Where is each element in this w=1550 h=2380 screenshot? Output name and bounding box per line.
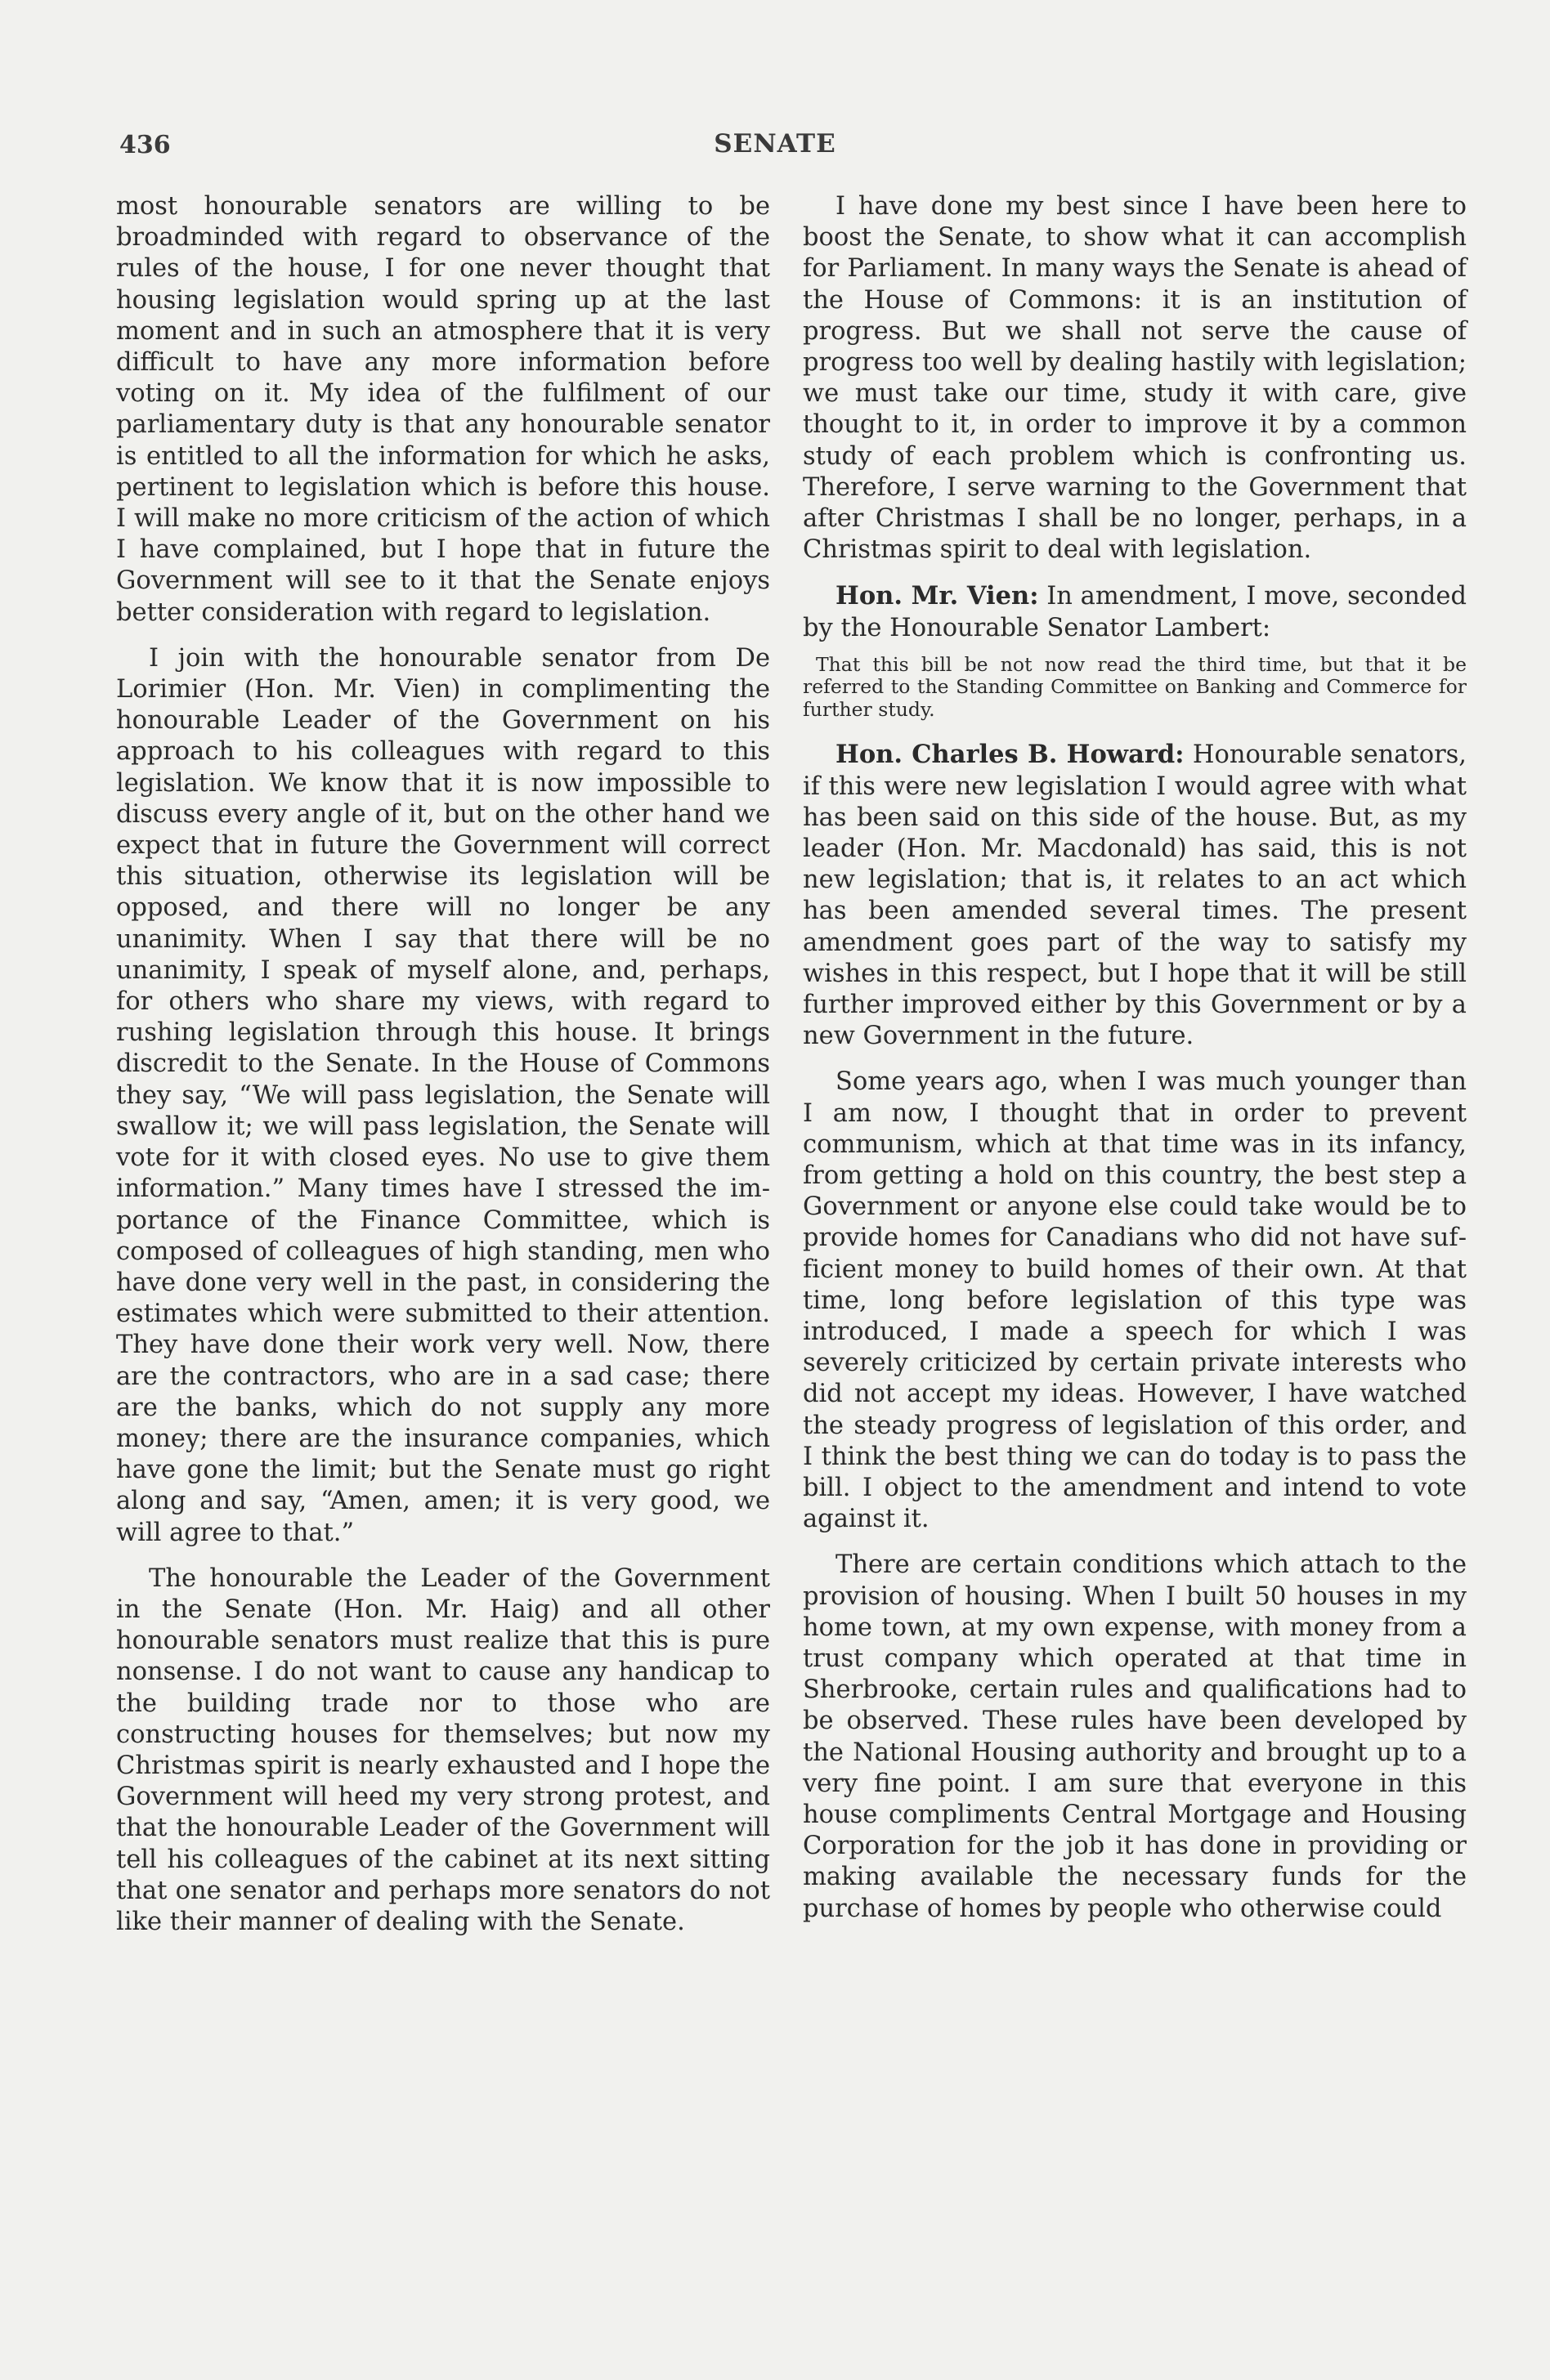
speaker-name: Hon. Mr. Vien:: [835, 581, 1039, 611]
running-head: SENATE: [714, 129, 836, 159]
paragraph: I have done my best since I have been here to boost the Senate, to show what it can accomplish for Parliament. In many ways the Senate is ahead of the House of Commons: it is an institution of progress. But we shall not serve the cause of progress too well by dealing hastily with legislation; we must take our time, study it with care, give thought to it, in order to improve it by a common study of each problem which is confronting us. Therefore, I serve warning to the Government that after Christmas I shall be no longer, perhaps, in a Christmas spirit to deal with legislation.: [803, 192, 1467, 565]
paragraph: I join with the honourable senator from De Lorimier (Hon. Mr. Vien) in complimenting the honourable Leader of the Government on his approach to his colleagues with regard to this legislation. We know that it is now impossible to discuss every angle of it, but on the other hand we expect that in future the Government will correct this situation, otherwise its legislation will be opposed, and there will no longer be any unanimity. When I say that there will be no unanimity, I speak of myself alone, and, perhaps, for others who share my views, with regard to rushing legislation through this house. It brings discredit to the Senate. In the House of Commons they say, “We will pass legislation, the Senate will swallow it; we will pass legislation, the Senate will vote for it with closed eyes. No use to give them information.” Many times have I stressed the importance of the Finance Committee, which is composed of colleagues of high standing, men who have done very well in the past, in considering the estimates which were submitted to their attention. They have done their work very well. Now, there are the contractors, who are in a sad case; there are the banks, which do not supply any more money; there are the insurance companies, which have gone the limit; but the Senate must go right along and say, “Amen, amen; it is very good, we will agree to that.”: [116, 643, 770, 1547]
speech-text: Honourable senators, if this were new legislation I would agree with what has been said on this side of the house. But, as my leader (Hon. Mr. Macdonald) has said, this is not new legislation; that is, it relates to an act which has been amended several times. The present amendment goes part of the way to satisfy my wishes in this respect, but I hope that it will be still further improved either by this Government or by a new Government in the future.: [803, 740, 1467, 1051]
speech-paragraph: [803, 580, 1467, 643]
right-column: [803, 191, 1467, 1939]
paragraph: There are certain conditions which attach to the provision of housing. When I built 50 houses in my home town, at my own expense, with money from a trust company which operated at that time in Sherbrooke, certain rules and qualifications had to be observed. These rules have been developed by the National Housing authority and brought up to a very fine point. I am sure that everyone in this house compliments Central Mortgage and Housing Corporation for the job it has done in providing or making available the necessary funds for the purchase of homes by people who otherwise could: [803, 1550, 1467, 1923]
paragraph: The honourable the Leader of the Government in the Senate (Hon. Mr. Haig) and all other honourable senators must realize that this is pure nonsense. I do not want to cause any handicap to the building trade nor to those who are constructing houses for themselves; but now my Christmas spirit is nearly exhausted and I hope the Government will heed my very strong protest, and that the honourable Leader of the Government will tell his colleagues of the cabinet at its next sitting that one senator and perhaps more senators do not like their manner of dealing with the Senate.: [116, 1564, 770, 1936]
motion-text: That this bill be not now read the third time, but that it be referred to the Standing Committee on Banking and Commerce for further study.: [803, 652, 1467, 721]
paragraph: Some years ago, when I was much younger than I am now, I thought that in order to prevent communism, which at that time was in its infancy, from getting a hold on this country, the best step a Government or anyone else could take would be to provide homes for Canadians who did not have sufficient money to build homes of their own. At that time, long before legislation of this type was introduced, I made a speech for which I was severely criticized by certain private interests who did not accept my ideas. However, I have watched the steady progress of legislation of this order, and I think the best thing we can do today is to pass the bill. I object to the amendment and intend to vote against it.: [803, 1067, 1467, 1534]
speech-text: In amendment, I move, seconded by the Honourable Senator Lambert:: [803, 582, 1467, 642]
left-column: [116, 191, 770, 1953]
speaker-name: Hon. Charles B. Howard:: [835, 740, 1185, 770]
page-number: 436: [119, 131, 171, 159]
speech-paragraph: [803, 739, 1467, 1052]
paragraph: most honourable senators are willing to be broadminded with regard to observance of the rules of the house, I for one never thought that housing legislation would spring up at the last moment and in such an atmosphere that it is very difficult to have any more information before voting on it. My idea of the fulfilment of our parliamentary duty is that any honourable senator is entitled to all the information for which he asks, pertinent to legislation which is before this house. I will make no more criticism of the action of which I have complained, but I hope that in future the Government will see to it that the Senate enjoys better consideration with regard to legislation.: [116, 192, 770, 627]
